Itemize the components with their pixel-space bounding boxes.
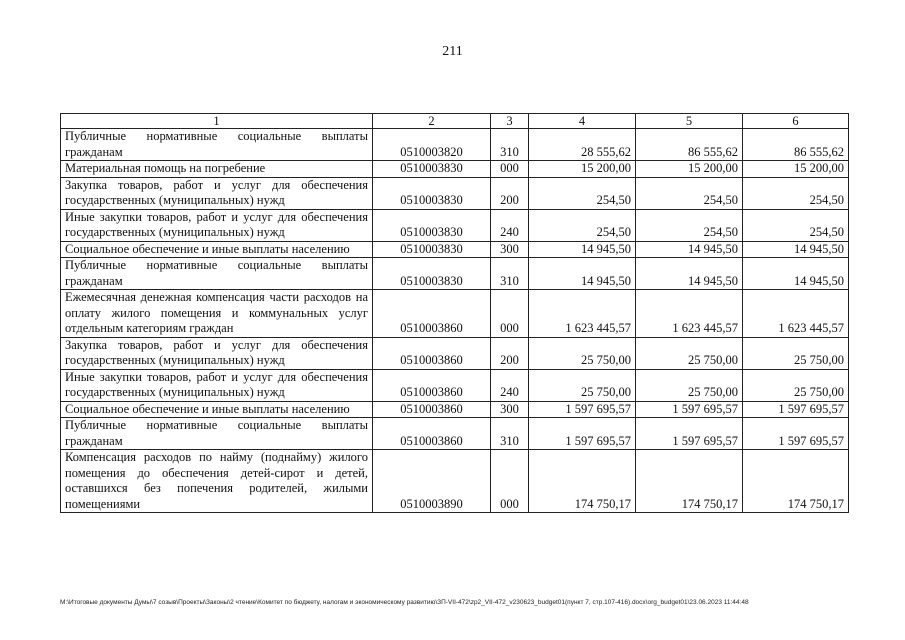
table-row <box>61 241 849 258</box>
cell-v3: 1 597 695,57 <box>743 401 849 418</box>
cell-v1: 1 597 695,57 <box>529 418 636 450</box>
header-cell: 1 <box>61 114 373 129</box>
cell-v3: 1 623 445,57 <box>743 290 849 338</box>
table-row <box>61 337 849 369</box>
cell-name: Материальная помощь на погребение <box>61 161 373 178</box>
cell-type: 310 <box>491 129 529 161</box>
cell-v3: 1 597 695,57 <box>743 418 849 450</box>
cell-code: 0510003860 <box>373 337 491 369</box>
cell-v1: 1 597 695,57 <box>529 401 636 418</box>
cell-v2: 25 750,00 <box>636 337 743 369</box>
cell-code: 0510003890 <box>373 450 491 513</box>
cell-v3: 174 750,17 <box>743 450 849 513</box>
table-row <box>61 258 849 290</box>
table-row <box>61 290 849 338</box>
cell-code: 0510003830 <box>373 161 491 178</box>
cell-v2: 174 750,17 <box>636 450 743 513</box>
cell-v2: 14 945,50 <box>636 241 743 258</box>
cell-v3: 254,50 <box>743 209 849 241</box>
table-row <box>61 418 849 450</box>
cell-code: 0510003830 <box>373 258 491 290</box>
table-header-row <box>61 114 849 129</box>
cell-v2: 86 555,62 <box>636 129 743 161</box>
table-row <box>61 161 849 178</box>
cell-code: 0510003860 <box>373 401 491 418</box>
cell-v1: 254,50 <box>529 209 636 241</box>
cell-name: Социальное обеспечение и иные выплаты населению <box>61 401 373 418</box>
page-number: 211 <box>442 44 463 59</box>
cell-v1: 254,50 <box>529 177 636 209</box>
cell-name: Публичные нормативные социальные выплаты гражданам <box>61 129 373 161</box>
table-row <box>61 209 849 241</box>
cell-v3: 14 945,50 <box>743 258 849 290</box>
cell-v1: 15 200,00 <box>529 161 636 178</box>
cell-v1: 14 945,50 <box>529 241 636 258</box>
cell-type: 310 <box>491 418 529 450</box>
table-row <box>61 177 849 209</box>
cell-code: 0510003820 <box>373 129 491 161</box>
cell-v2: 15 200,00 <box>636 161 743 178</box>
cell-code: 0510003860 <box>373 369 491 401</box>
cell-code: 0510003860 <box>373 290 491 338</box>
cell-type: 300 <box>491 241 529 258</box>
cell-v1: 174 750,17 <box>529 450 636 513</box>
cell-v2: 1 597 695,57 <box>636 401 743 418</box>
cell-v2: 14 945,50 <box>636 258 743 290</box>
cell-v2: 1 623 445,57 <box>636 290 743 338</box>
cell-v2: 1 597 695,57 <box>636 418 743 450</box>
cell-v2: 254,50 <box>636 177 743 209</box>
header-cell: 2 <box>373 114 491 129</box>
cell-type: 200 <box>491 337 529 369</box>
cell-v2: 254,50 <box>636 209 743 241</box>
cell-code: 0510003860 <box>373 418 491 450</box>
header-cell: 4 <box>529 114 636 129</box>
table-row <box>61 401 849 418</box>
cell-name: Компенсация расходов по найму (поднайму) жилого помещения до обеспечения детей-сирот и детей, оставшихся без попечения родителей, жилыми помещениями <box>61 450 373 513</box>
file-path-footer: M:\Итоговые документы Думы\7 созыв\Проекты\Законы\2 чтение\Комитет по бюджету, налогам и экономическому развитию\ЗП-VII-472\zp2_VII-472_v230623_budget01(пункт 7, стр.107-416).docx\org_budget01\23.06.2023 11:44:48 <box>60 599 749 606</box>
cell-name: Публичные нормативные социальные выплаты гражданам <box>61 418 373 450</box>
cell-type: 000 <box>491 161 529 178</box>
budget-table <box>60 113 849 513</box>
cell-name: Иные закупки товаров, работ и услуг для обеспечения государственных (муниципальных) нужд <box>61 369 373 401</box>
cell-name: Закупка товаров, работ и услуг для обеспечения государственных (муниципальных) нужд <box>61 177 373 209</box>
cell-v3: 25 750,00 <box>743 369 849 401</box>
cell-name: Социальное обеспечение и иные выплаты населению <box>61 241 373 258</box>
header-cell: 3 <box>491 114 529 129</box>
cell-v1: 25 750,00 <box>529 337 636 369</box>
cell-code: 0510003830 <box>373 209 491 241</box>
cell-type: 240 <box>491 369 529 401</box>
cell-v3: 25 750,00 <box>743 337 849 369</box>
cell-name: Ежемесячная денежная компенсация части расходов на оплату жилого помещения и коммунальных услуг отдельным категориям граждан <box>61 290 373 338</box>
cell-v3: 15 200,00 <box>743 161 849 178</box>
cell-type: 310 <box>491 258 529 290</box>
cell-name: Иные закупки товаров, работ и услуг для обеспечения государственных (муниципальных) нужд <box>61 209 373 241</box>
cell-type: 000 <box>491 450 529 513</box>
cell-v1: 1 623 445,57 <box>529 290 636 338</box>
header-cell: 6 <box>743 114 849 129</box>
table-row <box>61 450 849 513</box>
cell-v2: 25 750,00 <box>636 369 743 401</box>
cell-name: Публичные нормативные социальные выплаты гражданам <box>61 258 373 290</box>
cell-code: 0510003830 <box>373 241 491 258</box>
cell-type: 000 <box>491 290 529 338</box>
cell-v1: 28 555,62 <box>529 129 636 161</box>
header-cell: 5 <box>636 114 743 129</box>
cell-code: 0510003830 <box>373 177 491 209</box>
cell-type: 200 <box>491 177 529 209</box>
cell-v3: 86 555,62 <box>743 129 849 161</box>
cell-v3: 254,50 <box>743 177 849 209</box>
cell-v3: 14 945,50 <box>743 241 849 258</box>
cell-type: 300 <box>491 401 529 418</box>
cell-v1: 14 945,50 <box>529 258 636 290</box>
cell-name: Закупка товаров, работ и услуг для обеспечения государственных (муниципальных) нужд <box>61 337 373 369</box>
cell-v1: 25 750,00 <box>529 369 636 401</box>
table-row <box>61 369 849 401</box>
cell-type: 240 <box>491 209 529 241</box>
table-row <box>61 129 849 161</box>
